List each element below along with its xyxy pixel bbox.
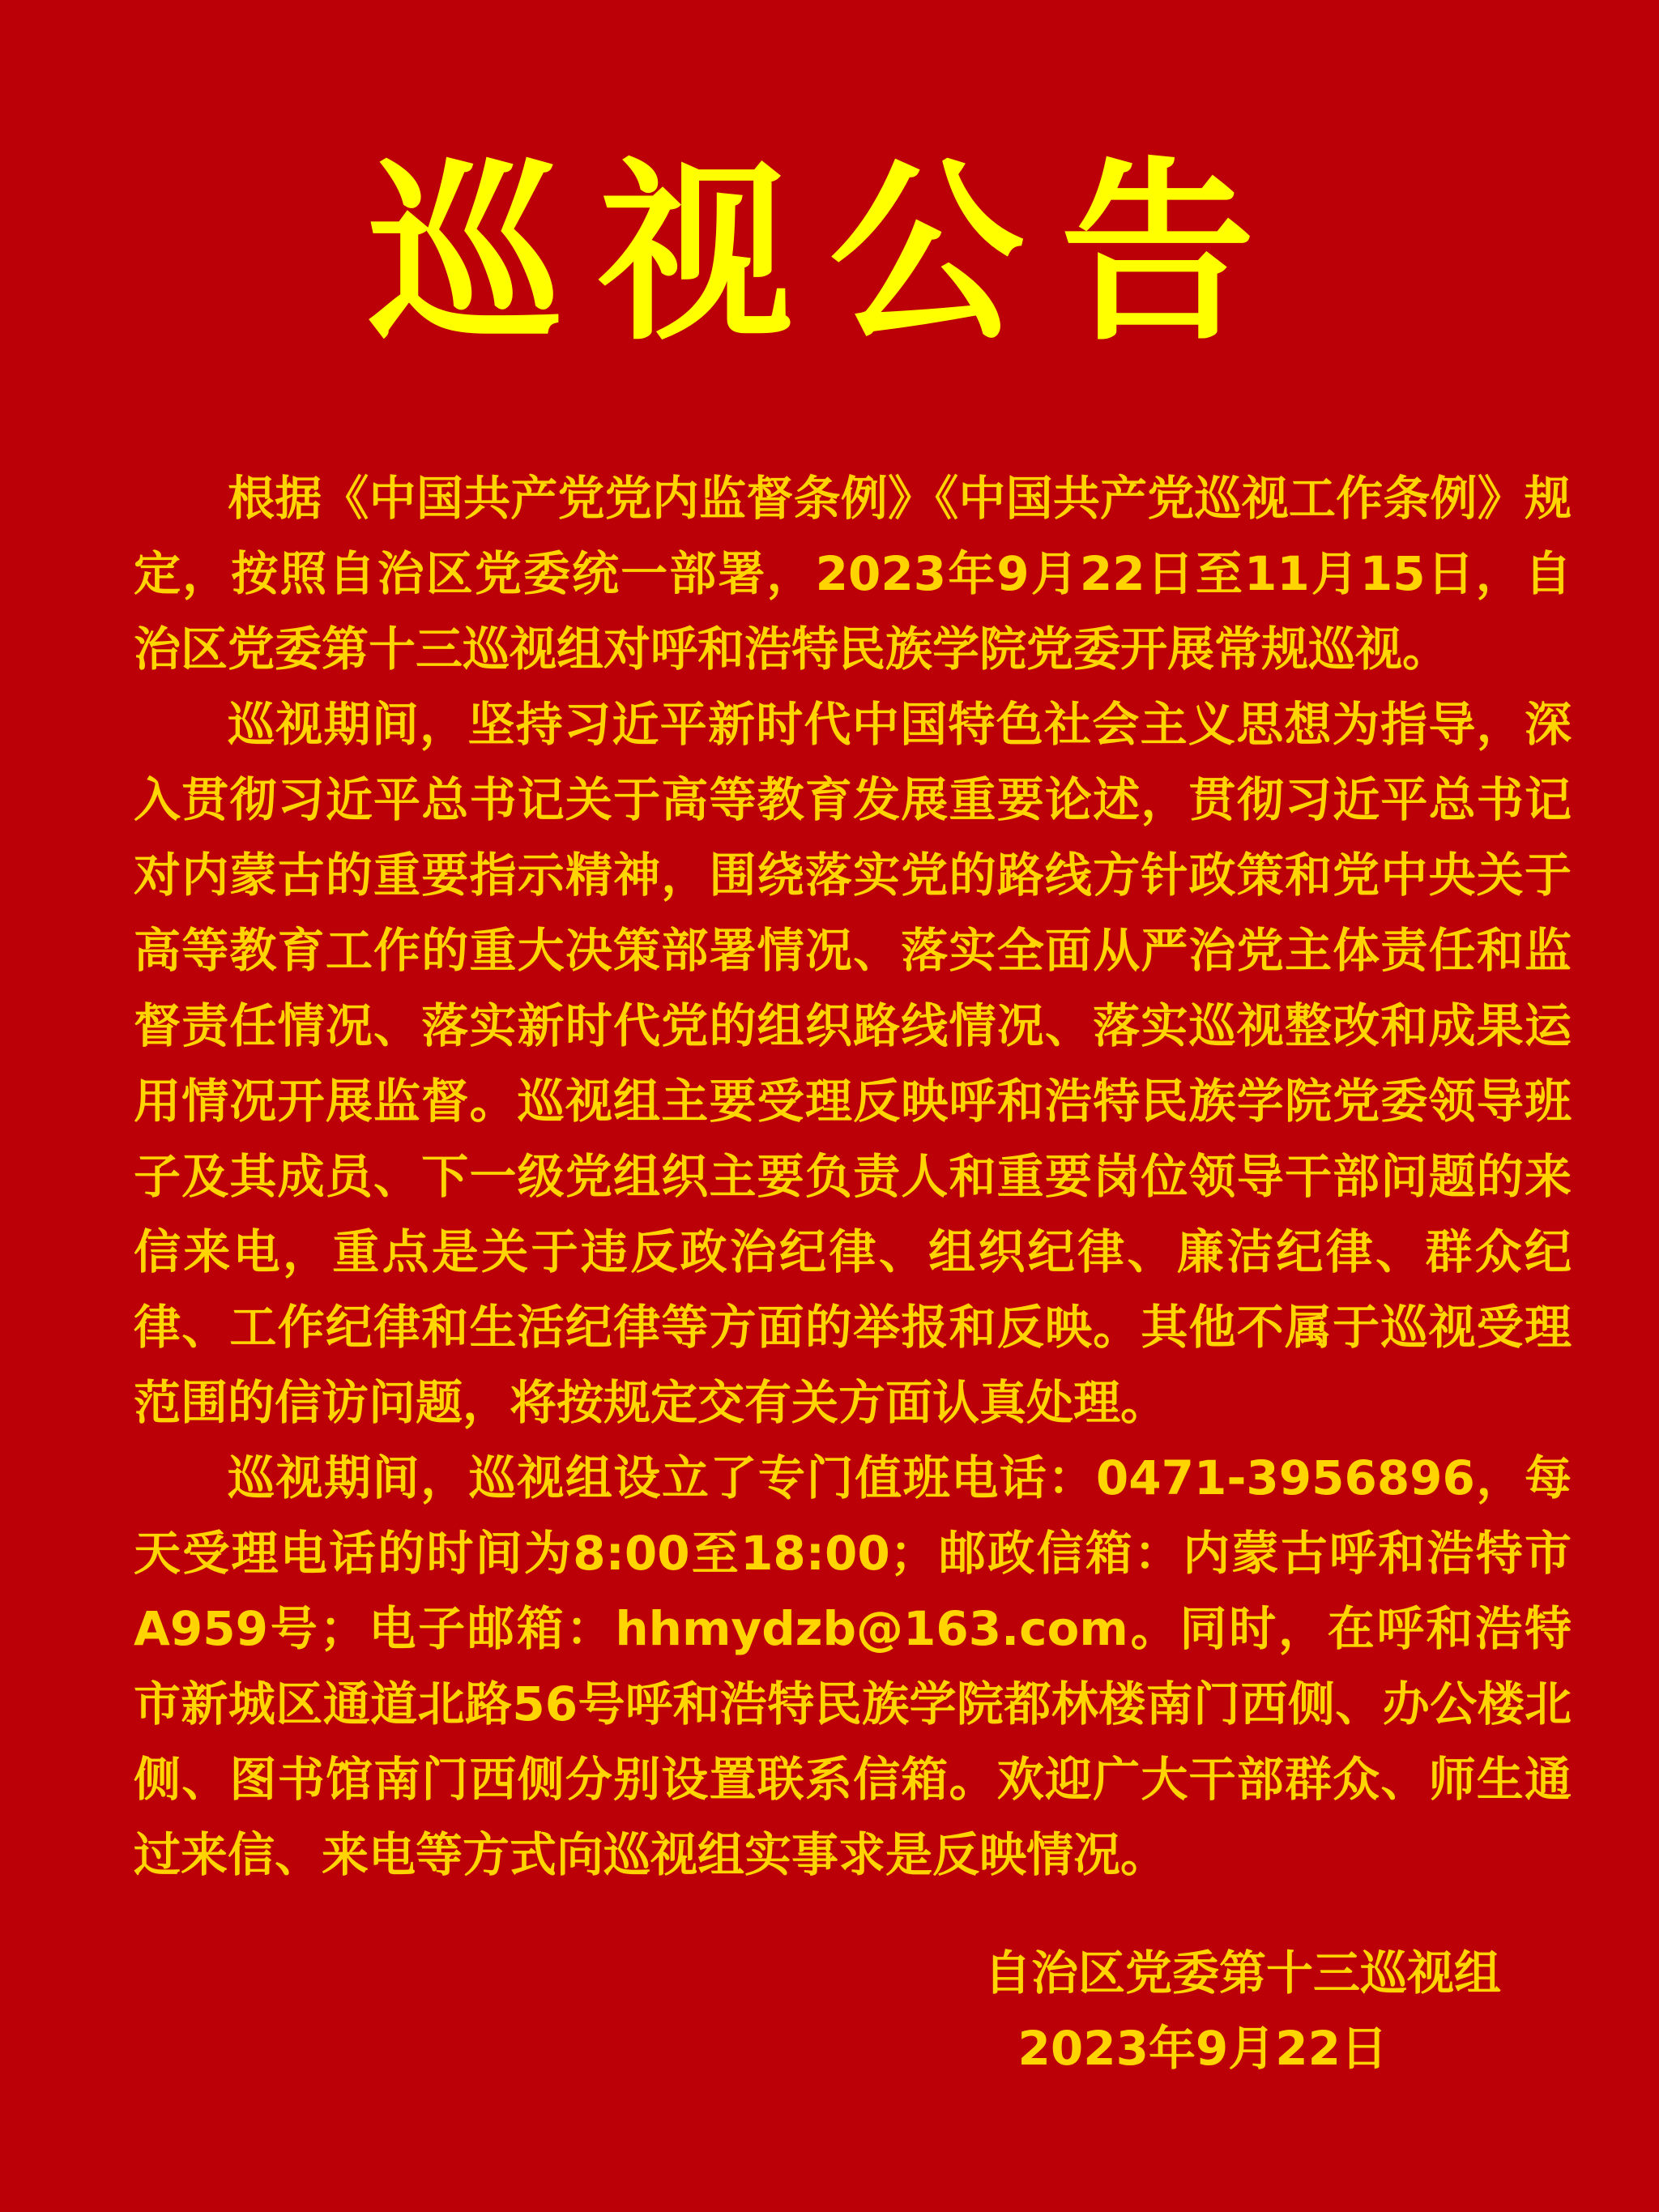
notice-paragraph-contact: 巡视期间，巡视组设立了专门值班电话：0471-3956896，每天受理电话的时间为8:00至18:00；邮政信箱：内蒙古呼和浩特市A959号；电子邮箱：hhmydzb@163.com。同时，在呼和浩特市新城区通道北路56号呼和浩特民族学院都林楼南门西侧、办公楼北侧、图书馆南门西侧分别设置联系信箱。欢迎广大干部群众、师生通过来信、来电等方式向巡视组实事求是反映情况。 — [134, 1450, 1572, 1882]
notice-signature: 自治区党委第十三巡视组 — [983, 1945, 1501, 2001]
notice-signature-block — [0, 1936, 1659, 2086]
notice-paragraph-basis: 根据《中国共产党党内监督条例》《中国共产党巡视工作条例》规定，按照自治区党委统一部署，2023年9月22日至11月15日，自治区党委第十三巡视组对呼和浩特民族学院党委开展常规巡视。 — [134, 471, 1572, 677]
notice-title: 巡视公告 — [368, 140, 1291, 367]
notice-date: 2023年9月22日 — [1017, 2021, 1388, 2076]
notice-paragraph-scope: 巡视期间，坚持习近平新时代中国特色社会主义思想为指导，深入贯彻习近平总书记关于高等教育发展重要论述，贯彻习近平总书记对内蒙古的重要指示精神，围绕落实党的路线方针政策和党中央关于高等教育工作的重大决策部署情况、落实全面从严治党主体责任和监督责任情况、落实新时代党的组织路线情况、落实巡视整改和成果运用情况开展监督。巡视组主要受理反映呼和浩特民族学院党委领导班子及其成员、下一级党组织主要负责人和重要岗位领导干部问题的来信来电，重点是关于违反政治纪律、组织纪律、廉洁纪律、群众纪律、工作纪律和生活纪律等方面的举报和反映。其他不属于巡视受理范围的信访问题，将按规定交有关方面认真处理。 — [134, 697, 1572, 1430]
notice-body — [134, 461, 1572, 1893]
